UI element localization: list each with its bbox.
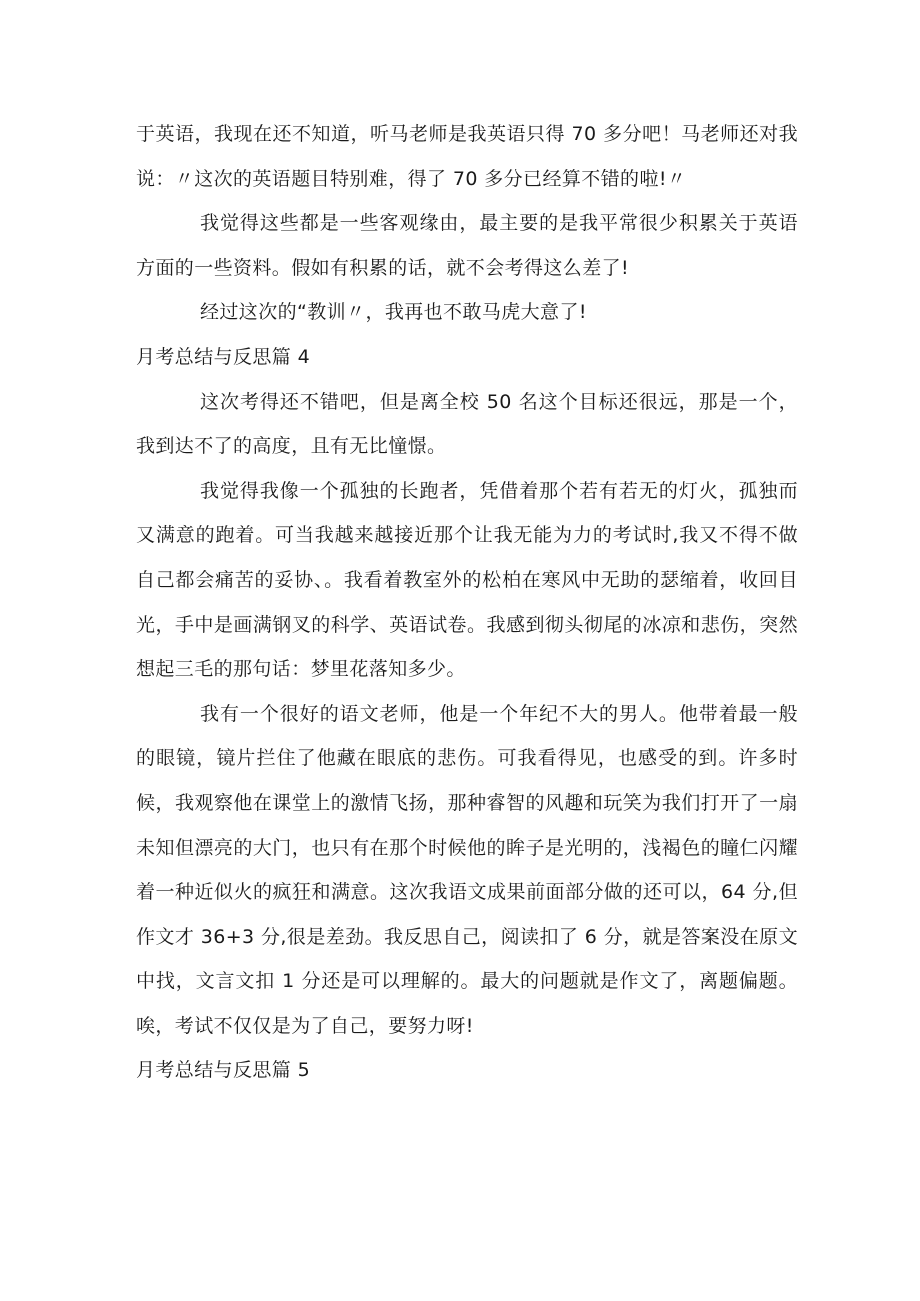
paragraph-lonely-runner: 我觉得我像一个孤独的长跑者，凭借着那个若有若无的灯火，孤独而又满意的跑着。可当我越来越接近那个让我无能为力的考试时,我又不得不做自己都会痛苦的妥协、。我看着教室外的松柏在寒风中无助的瑟缩着，收回目光，手中是画满钢叉的科学、英语试卷。我感到彻头彻尾的冰凉和悲伤，突然想起三毛的那句话：梦里花落知多少。 — [136, 479, 798, 681]
paragraph-objective-reasons: 我觉得这些都是一些客观缘由，最主要的是我平常很少积累关于英语方面的一些资料。假如有积累的话，就不会考得这么差了! — [136, 212, 798, 279]
paragraph-english-score: 于英语，我现在还不知道，听马老师是我英语只得 70 多分吧！马老师还对我说：〃这次的英语题目特别难，得了 70 多分已经算不错的啦!〃 — [136, 123, 798, 190]
paragraph-chinese-teacher: 我有一个很好的语文老师，他是一个年纪不大的男人。他带着最一般的眼镜，镜片拦住了他藏在眼底的悲伤。可我看得见，也感受的到。许多时候，我观察他在课堂上的激情飞扬，那种睿智的风趣和玩笑为我们打开了一扇未知但漂亮的大门，也只有在那个时候他的眸子是光明的，浅褐色的瞳仁闪耀着一种近似火的疯狂和满意。这次我语文成果前面部分做的还可以，64 分,但作文才 36+3 分,很是差劲。我反思自己，阅读扣了 6 分，就是答案没在原文中找，文言文扣 1 分还是可以理解的。最大的问题就是作文了，离题偏题。唉，考试不仅仅是为了自己，要努力呀! — [136, 702, 798, 1037]
document-body — [136, 112, 798, 1093]
paragraph-lesson-learned: 经过这次的“教训〃，我再也不敢马虎大意了! — [200, 301, 587, 324]
section-heading-5: 月考总结与反思篇 5 — [136, 1059, 311, 1082]
paragraph-school-rank: 这次考得还不错吧，但是离全校 50 名这个目标还很远，那是一个，我到达不了的高度，且有无比憧憬。 — [136, 390, 798, 458]
section-heading-4: 月考总结与反思篇 4 — [136, 345, 311, 368]
